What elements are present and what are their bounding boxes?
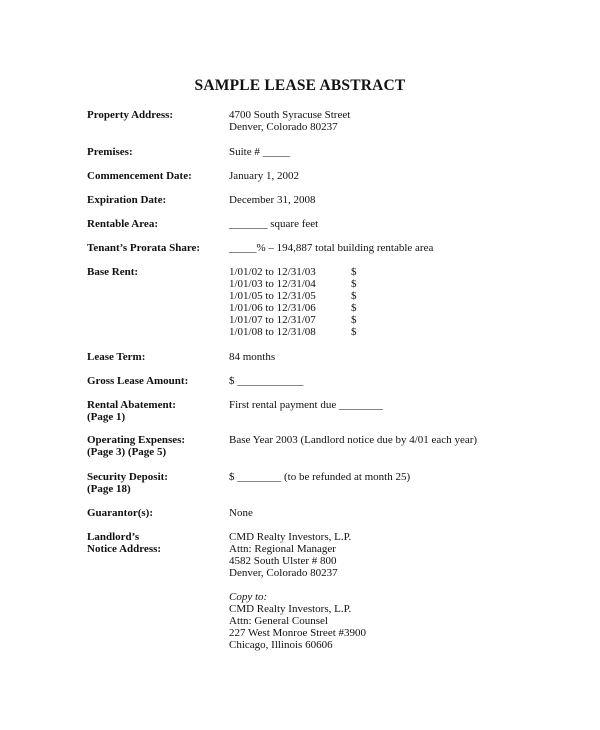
copy-address-line: CMD Realty Investors, L.P. [229,603,352,615]
security-deposit-title: Security Deposit: [87,471,168,483]
base-rent-range: 1/01/06 to 12/31/06 [229,302,316,314]
base-rent-label: Base Rent: [87,266,139,278]
prorata-share-value: _____% – 194,887 total building rentable area [229,242,434,254]
base-rent-period [229,266,357,278]
property-address-value [229,109,350,133]
base-rent-period [229,290,357,302]
gross-lease-amount-label: Gross Lease Amount: [87,375,189,387]
copy-address-line: Attn: General Counsel [229,615,328,627]
lease-term-label: Lease Term: [87,351,146,363]
base-rent-period [229,326,357,338]
guarantors-label: Guarantor(s): [87,507,153,519]
commencement-date-value: January 1, 2002 [229,170,299,182]
base-rent-range: 1/01/07 to 12/31/07 [229,314,316,326]
base-rent-amount: $ [351,266,357,278]
document-title: SAMPLE LEASE ABSTRACT [194,77,406,94]
rentable-area-label: Rentable Area: [87,218,158,230]
premises-value: Suite # _____ [229,146,291,158]
guarantors-value: None [229,507,253,519]
landlord-notice-label [87,531,161,555]
base-rent-range: 1/01/05 to 12/31/05 [229,290,316,302]
operating-expenses-title: Operating Expenses: [87,434,186,446]
base-rent-period [229,302,357,314]
base-rent-period [229,278,357,290]
prorata-share-label: Tenant’s Prorata Share: [87,242,201,254]
rental-abatement-title: Rental Abatement: [87,399,176,411]
premises-label: Premises: [87,146,133,158]
copy-to-label: Copy to: [229,591,268,603]
security-deposit-page-ref: (Page 18) [87,483,131,495]
rentable-area-value: _______ square feet [229,218,319,230]
expiration-date-value: December 31, 2008 [229,194,316,206]
base-rent-period [229,314,357,326]
lease-term-value: 84 months [229,351,276,363]
operating-expenses-label [87,434,185,458]
landlord-notice-label-line: Notice Address: [87,543,162,555]
copy-to-block [229,591,366,651]
property-address-line: 4700 South Syracuse Street [229,109,351,121]
expiration-date-label: Expiration Date: [87,194,167,206]
address-line: Attn: Regional Manager [229,543,336,555]
property-address-line: Denver, Colorado 80237 [229,121,338,133]
gross-lease-amount-value: $ ____________ [229,375,304,387]
base-rent-range: 1/01/08 to 12/31/08 [229,326,316,338]
security-deposit-label [87,471,168,495]
base-rent-amount: $ [351,290,357,302]
rental-abatement-label [87,399,176,423]
base-rent-amount: $ [351,302,357,314]
base-rent-amount: $ [351,314,357,326]
landlord-notice-label-line: Landlord’s [87,531,140,543]
address-line: Denver, Colorado 80237 [229,567,338,579]
property-address-label: Property Address: [87,109,174,121]
base-rent-amount: $ [351,326,357,338]
operating-expenses-page-ref: (Page 3) (Page 5) [87,446,167,458]
address-line: CMD Realty Investors, L.P. [229,531,352,543]
copy-address-line: 227 West Monroe Street #3900 [229,627,367,639]
base-rent-schedule [229,266,357,338]
copy-address-line: Chicago, Illinois 60606 [229,639,333,651]
commencement-date-label: Commencement Date: [87,170,192,182]
base-rent-amount: $ [351,278,357,290]
security-deposit-value: $ ________ (to be refunded at month 25) [229,471,411,483]
rental-abatement-value: First rental payment due ________ [229,399,383,411]
rental-abatement-page-ref: (Page 1) [87,411,126,423]
address-line: 4582 South Ulster # 800 [229,555,337,567]
landlord-notice-address [229,531,366,651]
operating-expenses-value: Base Year 2003 (Landlord notice due by 4/01 each year) [229,434,478,446]
base-rent-range: 1/01/03 to 12/31/04 [229,278,316,290]
base-rent-range: 1/01/02 to 12/31/03 [229,266,316,278]
